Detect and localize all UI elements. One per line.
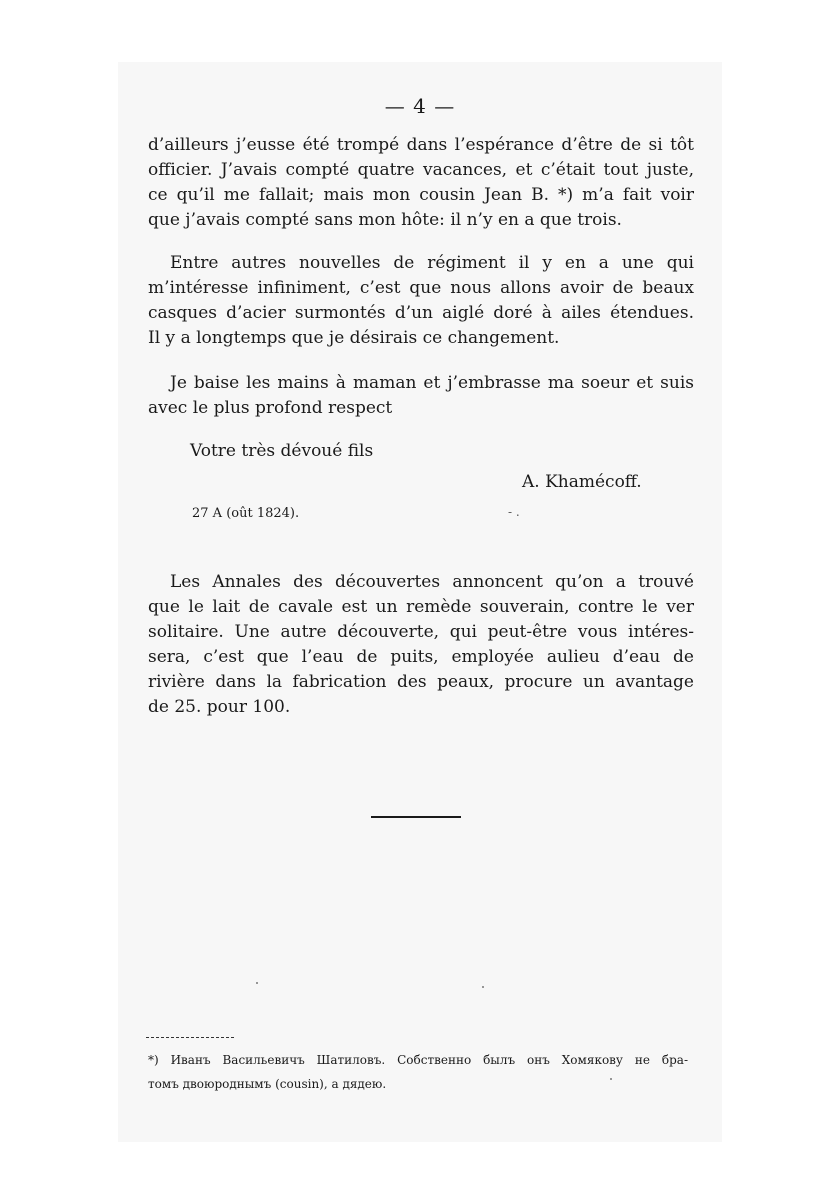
letter-signature: A. Khamécoff.	[522, 472, 642, 492]
text-line: ce qu’il me fallait; mais mon cousin Jean B. *) m’a fait voir	[148, 185, 694, 205]
text-line: Entre autres nouvelles de régiment il y en a une qui	[170, 253, 694, 273]
paragraph-greetings	[148, 371, 694, 421]
print-speck	[256, 982, 258, 984]
text-line: Je baise les mains à maman et j’embrasse ma soeur et suis	[170, 373, 694, 393]
text-line: que j’avais compté sans mon hôte: il n’y en a que trois.	[148, 210, 622, 230]
section-divider	[371, 816, 461, 818]
text-line: m’intéresse infiniment, c’est que nous allons avoir de beaux	[148, 278, 694, 298]
footnote	[148, 1048, 688, 1096]
text-line: d’ailleurs j’eusse été trompé dans l’espérance d’être de si tôt	[148, 135, 694, 155]
page-number: — 4 —	[384, 94, 456, 118]
letter-closing: Votre très dévoué fils	[190, 441, 374, 461]
footnote-line: томъ двоюроднымъ (cousin), а дядею.	[148, 1077, 387, 1091]
text-line: de 25. pour 100.	[148, 697, 291, 717]
stray-mark: - .	[508, 505, 520, 519]
paragraph-postscript	[148, 570, 694, 720]
text-line: que le lait de cavale est un remède souverain, contre le ver	[148, 597, 694, 617]
text-line: casques d’acier surmontés d’un aiglé doré à ailes étendues.	[148, 303, 694, 323]
paragraph-continuation	[148, 133, 694, 233]
text-line: rivière dans la fabrication des peaux, procure un avantage	[148, 672, 694, 692]
text-line: sera, c’est que l’eau de puits, employée aulieu d’eau de	[148, 647, 694, 667]
footnote-line: *) Иванъ Васильевичъ Шатиловъ. Собственно былъ онъ Хомякову не бра-	[148, 1053, 688, 1067]
text-line: officier. J’avais compté quatre vacances, et c’était tout juste,	[148, 160, 694, 180]
text-line: Les Annales des découvertes annoncent qu’on a trouvé	[170, 572, 694, 592]
text-line: solitaire. Une autre découverte, qui peut-être vous intéres-	[148, 622, 694, 642]
text-line: Il y a longtemps que je désirais ce changement.	[148, 328, 560, 348]
footnote-rule	[146, 1037, 234, 1039]
print-speck	[482, 986, 484, 988]
letter-date: 27 A (oût 1824).	[192, 506, 300, 521]
text-line: avec le plus profond respect	[148, 398, 393, 418]
paragraph-regiment-news	[148, 251, 694, 351]
